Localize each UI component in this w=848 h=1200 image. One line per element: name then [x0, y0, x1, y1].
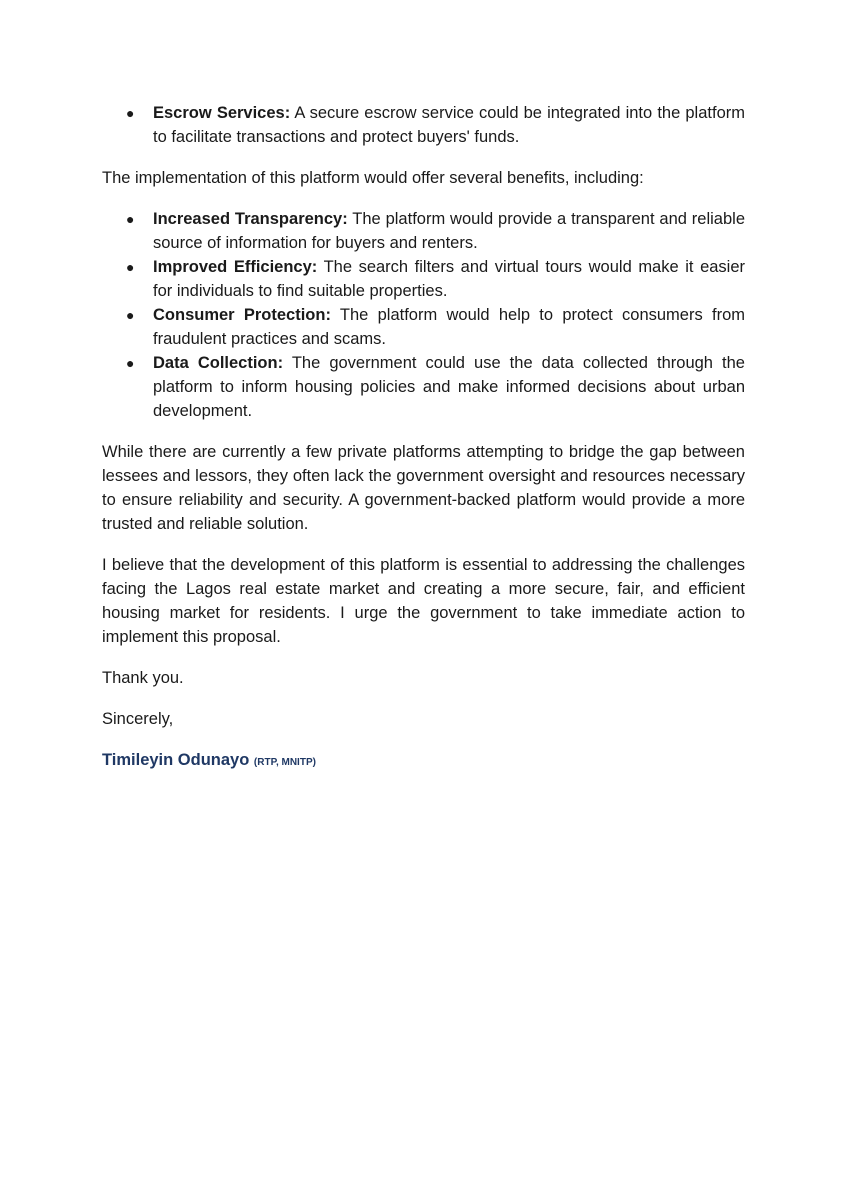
bullet-icon: ●: [126, 211, 135, 227]
bullet-icon: ●: [126, 105, 135, 121]
text-consumer-protection: The platform would help to protect consumers from fraudulent practices and scams.: [153, 306, 745, 348]
term-data-collection: Data Collection:: [153, 354, 284, 372]
bullet-icon: ●: [126, 307, 135, 323]
text-transparency: The platform would provide a transparent and reliable source of information for buyers and renters.: [153, 210, 745, 252]
signature-name: Timileyin Odunayo: [102, 751, 250, 769]
term-escrow: Escrow Services:: [153, 104, 291, 122]
list-item-escrow: [102, 101, 745, 149]
term-consumer-protection: Consumer Protection:: [153, 306, 331, 324]
text-data-collection: The government could use the data collected through the platform to inform housing policies and make informed decisions about urban development.: [153, 354, 745, 420]
text-efficiency: The search filters and virtual tours would make it easier for individuals to find suitable properties.: [153, 258, 746, 300]
thank-you-line: Thank you.: [102, 669, 184, 687]
list-item-transparency: [102, 207, 745, 255]
term-efficiency: Improved Efficiency:: [153, 258, 318, 276]
signature-credentials: (RTP, MNITP): [253, 757, 316, 768]
bullet-icon: ●: [126, 355, 135, 371]
benefits-intro: The implementation of this platform would offer several benefits, including:: [102, 169, 644, 187]
paragraph-belief: I believe that the development of this platform is essential to addressing the challenges facing the Lagos real estate market and creating a more secure, fair, and efficient housing market for residents. I urge the government to take immediate action to implement this proposal.: [102, 556, 745, 646]
list-item-consumer-protection: [102, 303, 745, 351]
closing-line: Sincerely,: [102, 710, 174, 728]
term-transparency: Increased Transparency:: [153, 210, 348, 228]
text-escrow: A secure escrow service could be integrated into the platform to facilitate transactions and protect buyers' funds.: [153, 104, 745, 146]
bullet-icon: ●: [126, 259, 135, 275]
paragraph-private-platforms: While there are currently a few private platforms attempting to bridge the gap between lessees and lessors, they often lack the government oversight and resources necessary to ensure reliability and security. A government-backed platform would provide a more trusted and reliable solution.: [102, 443, 745, 533]
document-page: [102, 101, 745, 775]
escrow-list: [102, 101, 745, 149]
list-item-data-collection: [102, 351, 745, 423]
signature-block: [102, 748, 745, 775]
list-item-efficiency: [102, 255, 745, 303]
benefits-list: [102, 207, 745, 423]
